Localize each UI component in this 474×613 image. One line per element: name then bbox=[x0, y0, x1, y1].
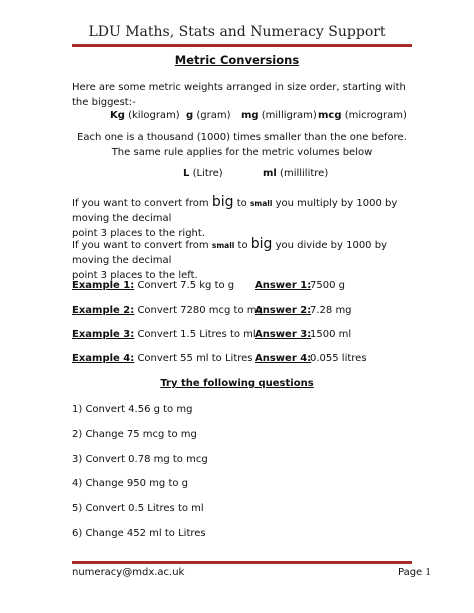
document-title: Metric Conversions bbox=[174, 53, 300, 67]
footer-page: Page 1 bbox=[398, 567, 432, 578]
weight-g: g (gram) bbox=[186, 110, 231, 121]
answer-3-label: Answer 3: bbox=[255, 329, 312, 340]
volume-l: L (Litre) bbox=[183, 168, 223, 179]
rule-big-to-small: If you want to convert from big to small you multiply by 1000 by moving the decimal point 3 places to the right. bbox=[72, 194, 398, 239]
thousand-line-2: The same rule applies for the metric volumes below bbox=[111, 147, 373, 158]
page-header: LDU Maths, Stats and Numeracy Support bbox=[88, 24, 386, 40]
question-1: 1) Convert 4.56 g to mg bbox=[72, 404, 193, 415]
intro-text: Here are some metric weights arranged in size order, starting with the biggest:- bbox=[72, 82, 406, 108]
example-2: Example 2: Convert 7280 mcg to mg bbox=[72, 305, 263, 316]
question-6: 6) Change 452 ml to Litres bbox=[72, 528, 206, 539]
example-4: Example 4: Convert 55 ml to Litres bbox=[72, 353, 253, 364]
big-word: big bbox=[211, 194, 234, 210]
question-4: 4) Change 950 mg to g bbox=[72, 478, 189, 489]
footer-rule bbox=[72, 561, 412, 564]
small-word: small bbox=[249, 199, 273, 208]
weight-mg: mg (milligram) bbox=[241, 110, 317, 121]
answer-3-value: 1500 ml bbox=[310, 329, 352, 340]
answer-4-value: 0.055 litres bbox=[310, 353, 367, 364]
question-5: 5) Convert 0.5 Litres to ml bbox=[72, 503, 204, 514]
answer-2-label: Answer 2: bbox=[255, 305, 312, 316]
question-2: 2) Change 75 mcg to mg bbox=[72, 429, 197, 440]
thousand-line-1: Each one is a thousand (1000) times smaller than the one before. bbox=[77, 132, 407, 143]
rule-small-to-big: If you want to convert from small to big you divide by 1000 by moving the decimal point 3 places to the left. bbox=[72, 236, 387, 281]
weight-kg: Kg (kilogram) bbox=[110, 110, 180, 121]
answer-1-label: Answer 1: bbox=[255, 280, 312, 291]
small-word: small bbox=[211, 241, 235, 250]
page-number: 1 bbox=[425, 568, 432, 578]
big-word: big bbox=[250, 236, 273, 252]
answer-1-value: 7500 g bbox=[310, 280, 345, 291]
volume-ml: ml (millilitre) bbox=[263, 168, 329, 179]
question-3: 3) Convert 0.78 mg to mcg bbox=[72, 454, 208, 465]
example-1: Example 1: Convert 7.5 kg to g bbox=[72, 280, 235, 291]
try-heading: Try the following questions bbox=[160, 378, 314, 389]
example-3: Example 3: Convert 1.5 Litres to ml bbox=[72, 329, 256, 340]
footer-email: numeracy@mdx.ac.uk bbox=[72, 567, 185, 578]
weight-mcg: mcg (microgram) bbox=[318, 110, 407, 121]
header-rule bbox=[72, 44, 412, 47]
answer-2-value: 7.28 mg bbox=[310, 305, 352, 316]
answer-4-label: Answer 4: bbox=[255, 353, 312, 364]
